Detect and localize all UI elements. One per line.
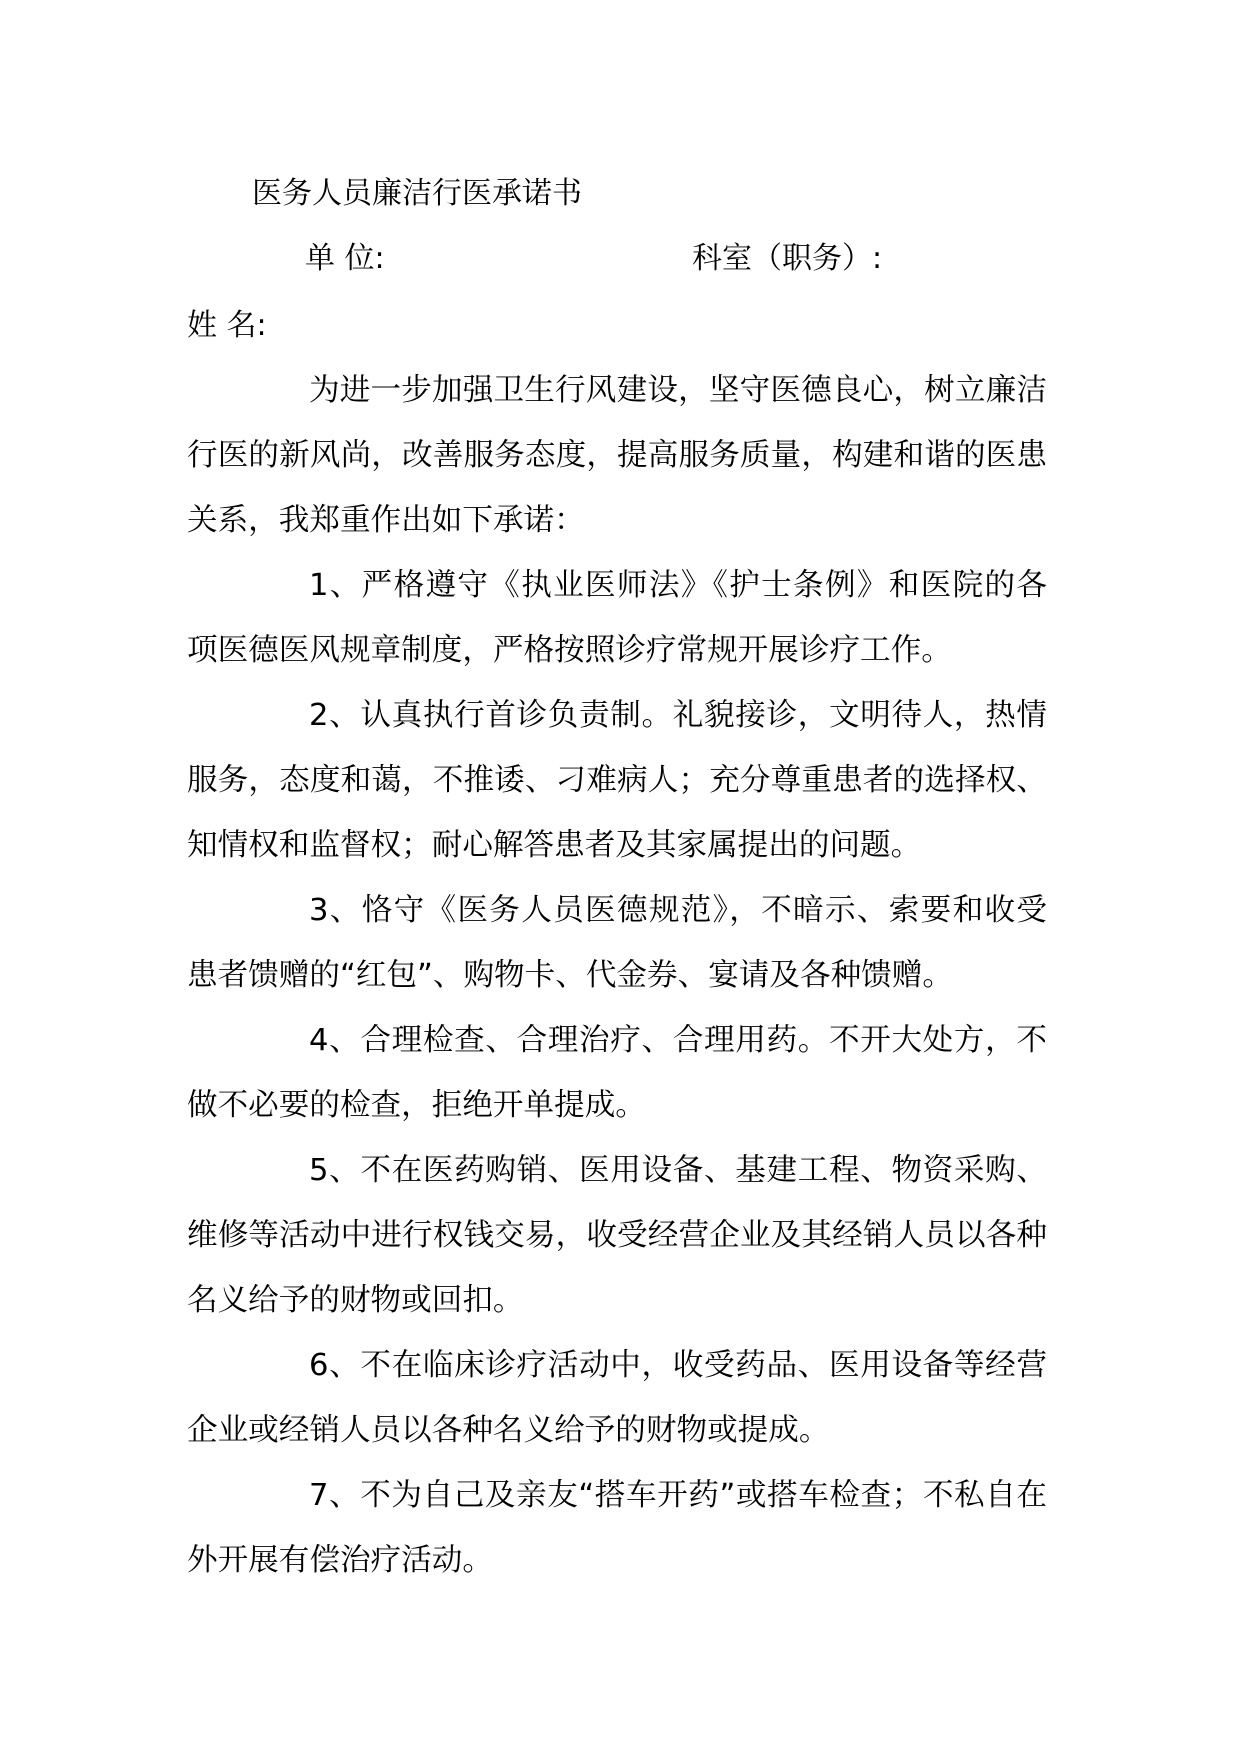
document-body xyxy=(187,358,1047,1593)
name-field-label: 姓 名: xyxy=(187,308,267,343)
department-field-label: 科室（职务）: xyxy=(692,241,883,276)
commitment-item-2: 2、认真执行首诊负责制。礼貌接诊，文明待人，热情服务，态度和蔼，不推诿、刁难病人；充分尊重患者的选择权、知情权和监督权；耐心解答患者及其家属提出的问题。 xyxy=(187,698,1047,863)
commitment-item-4: 4、合理检查、合理治疗、合理用药。不开大处方，不做不必要的检查，拒绝开单提成。 xyxy=(187,1023,1047,1123)
commitment-item-5: 5、不在医药购销、医用设备、基建工程、物资采购、维修等活动中进行权钱交易，收受经营企业及其经销人员以各种名义给予的财物或回扣。 xyxy=(187,1153,1047,1318)
document-title: 医务人员廉洁行医承诺书 xyxy=(252,176,582,211)
intro-paragraph: 为进一步加强卫生行风建设，坚守医德良心，树立廉洁行医的新风尚，改善服务态度，提高服务质量，构建和谐的医患关系，我郑重作出如下承诺： xyxy=(187,373,1047,538)
commitment-item-3: 3、恪守《医务人员医德规范》，不暗示、索要和收受患者馈赠的“红包”、购物卡、代金券、宴请及各种馈赠。 xyxy=(187,893,1047,993)
unit-field-label: 单 位: xyxy=(305,241,385,276)
commitment-item-6: 6、不在临床诊疗活动中，收受药品、医用设备等经营企业或经销人员以各种名义给予的财物或提成。 xyxy=(187,1348,1047,1448)
commitment-item-7: 7、不为自己及亲友“搭车开药”或搭车检查；不私自在外开展有偿治疗活动。 xyxy=(187,1478,1047,1578)
commitment-item-1: 1、严格遵守《执业医师法》《护士条例》和医院的各项医德医风规章制度，严格按照诊疗常规开展诊疗工作。 xyxy=(187,568,1047,668)
